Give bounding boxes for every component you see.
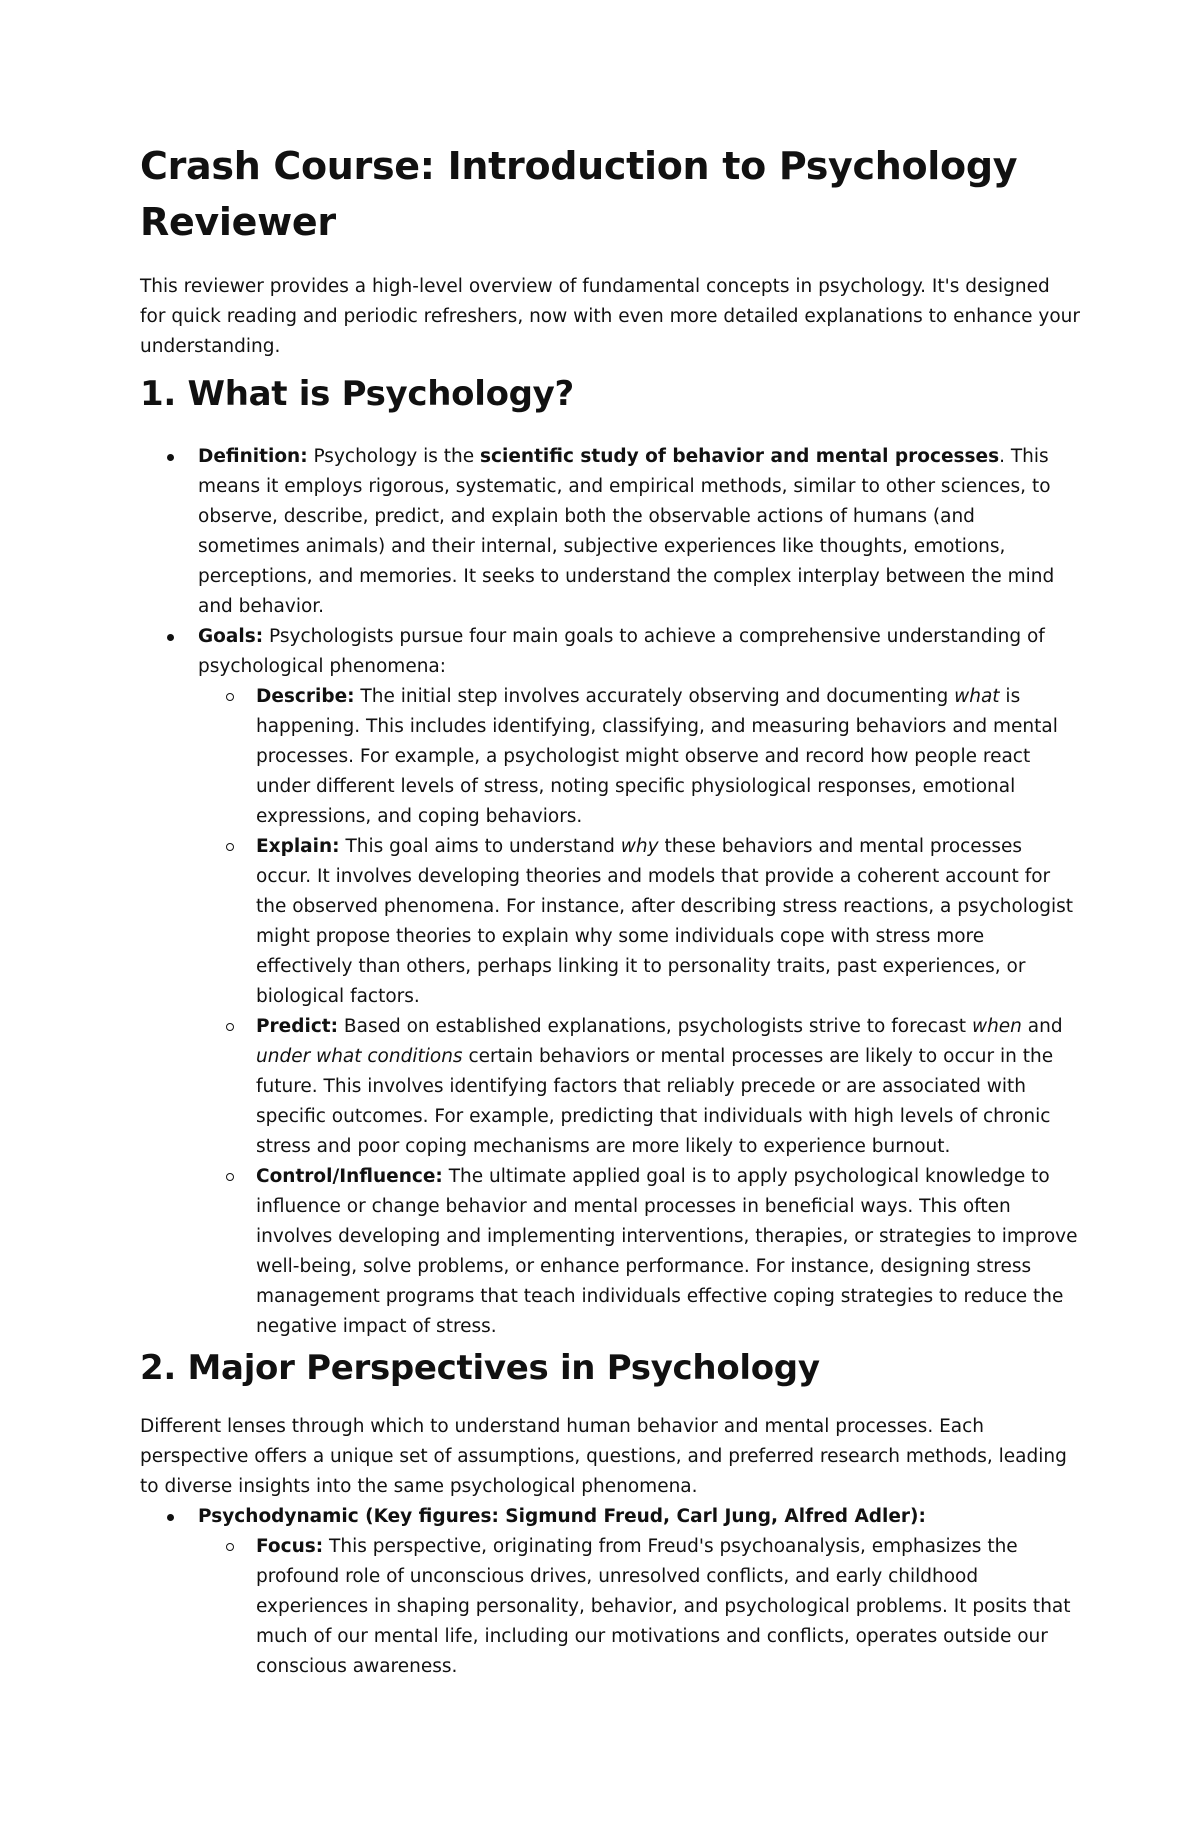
goal-explain-italic: why (620, 836, 659, 857)
section2-list (140, 1502, 1080, 1682)
goals-label: Goals: (198, 626, 264, 647)
goal-describe-text-1: The initial step involves accurately observing and documenting (354, 686, 955, 707)
goal-predict-item (256, 1012, 1080, 1162)
intro-paragraph: This reviewer provides a high-level overview of fundamental concepts in psychology. It's designed for quick reading and periodic refreshers, now with even more detailed explanations to enhance your understanding. (140, 276, 1081, 357)
goal-explain-text-2: these behaviors and mental processes occur. It involves developing theories and models that provide a coherent account for the observed phenomena. For instance, after describing stress reactions, a psychologist might propose theories to explain why some individuals cope with stress more effectively than others, perhaps linking it to personality traits, past experiences, or biological factors. (256, 836, 1074, 1007)
goal-describe-text-2: is happening. This includes identifying, classifying, and measuring behaviors and mental processes. For example, a psychologist might observe and record how people react under different levels of stress, noting specific physiological responses, emotional expressions, and coping behaviors. (256, 686, 1058, 827)
goal-predict-italic-1: when (971, 1016, 1022, 1037)
psychodynamic-focus-item (256, 1532, 1080, 1682)
definition-item (198, 442, 1080, 622)
goals-item (198, 622, 1080, 1342)
definition-emphasis: scientific study of behavior and mental processes (480, 446, 1000, 467)
goal-predict-text-3: certain behaviors or mental processes are likely to occur in the future. This involves identifying factors that reliably precede or are associated with specific outcomes. For example, predicting that individuals with high levels of chronic stress and poor coping mechanisms are more likely to experience burnout. (256, 1046, 1054, 1157)
goal-describe-italic: what (954, 686, 1000, 707)
goal-control-item (256, 1162, 1080, 1342)
definition-label: Definition: (198, 446, 308, 467)
goal-explain-text-1: This goal aims to understand (339, 836, 621, 857)
psychodynamic-focus-label: Focus: (256, 1536, 324, 1557)
goals-sublist (198, 682, 1080, 1342)
definition-rest: . This means it employs rigorous, systematic, and empirical methods, similar to other sciences, to observe, describe, predict, and explain both the observable actions of humans (and sometimes animals) and their internal, subjective experiences like thoughts, emotions, perceptions, and memories. It seeks to understand the complex interplay between the mind and behavior. (198, 446, 1055, 617)
goal-describe-item (256, 682, 1080, 832)
goal-predict-italic-2: under what conditions (256, 1046, 463, 1067)
goal-predict-text-2: and (1021, 1016, 1063, 1037)
goals-text: Psychologists pursue four main goals to achieve a comprehensive understanding of psychological phenomena: (198, 626, 1045, 677)
section1-list (140, 442, 1080, 1342)
section-heading-major-perspectives: 2. Major Perspectives in Psychology (140, 1348, 820, 1388)
section-heading-what-is-psychology: 1. What is Psychology? (140, 374, 574, 414)
goal-control-text: The ultimate applied goal is to apply psychological knowledge to influence or change behavior and mental processes in beneficial ways. This often involves developing and implementing interventions, therapies, or strategies to improve well-being, solve problems, or enhance performance. For instance, designing stress management programs that teach individuals effective coping strategies to reduce the negative impact of stress. (256, 1166, 1078, 1337)
document-title: Crash Course: Introduction to Psychology Reviewer (140, 144, 1018, 244)
psychodynamic-sublist (198, 1532, 1080, 1682)
goal-explain-label: Explain: (256, 836, 340, 857)
psychodynamic-focus-text: This perspective, originating from Freud's psychoanalysis, emphasizes the profound role of unconscious drives, unresolved conflicts, and early childhood experiences in shaping personality, behavior, and psychological problems. It posits that much of our mental life, including our motivations and conflicts, operates outside our conscious awareness. (256, 1536, 1071, 1677)
psychodynamic-item (198, 1502, 1080, 1682)
perspectives-intro-paragraph: Different lenses through which to understand human behavior and mental processes. Each perspective offers a unique set of assumptions, questions, and preferred research methods, leading to diverse insights into the same psychological phenomena. (140, 1416, 1067, 1497)
goal-describe-label: Describe: (256, 686, 355, 707)
goal-predict-label: Predict: (256, 1016, 339, 1037)
goal-explain-item (256, 832, 1080, 1012)
definition-lead: Psychology is the (307, 446, 481, 467)
goal-control-label: Control/Influence: (256, 1166, 443, 1187)
goal-predict-text-1: Based on established explanations, psychologists strive to forecast (338, 1016, 972, 1037)
psychodynamic-label: Psychodynamic (Key figures: Sigmund Freud, Carl Jung, Alfred Adler): (198, 1506, 926, 1527)
